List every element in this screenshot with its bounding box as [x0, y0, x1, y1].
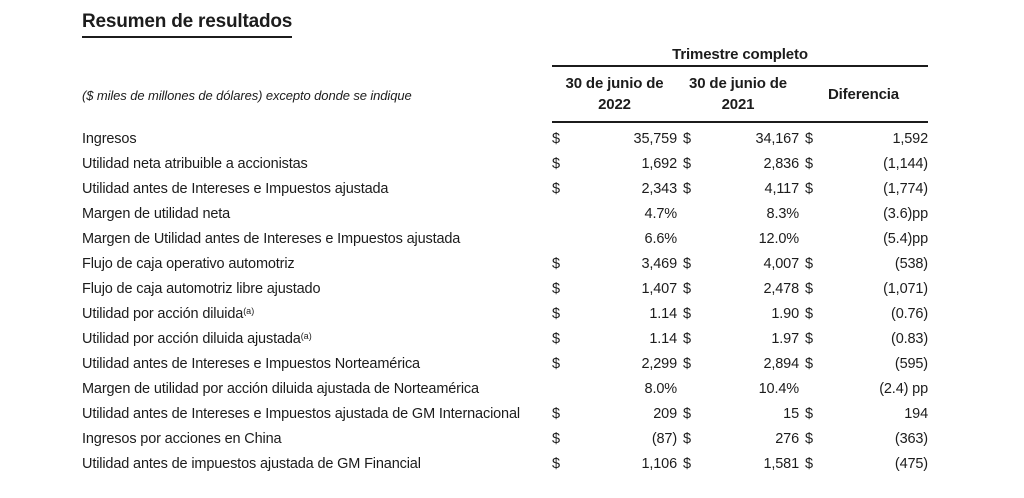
- value-2022: 6.6%: [644, 231, 677, 247]
- value-2022: 2,343: [641, 181, 677, 197]
- currency-symbol-2021: $: [683, 281, 691, 297]
- value-2022: 8.0%: [644, 381, 677, 397]
- currency-symbol-diferencia: $: [805, 181, 813, 197]
- value-diferencia: (3.6)pp: [883, 206, 928, 222]
- column-header-2021-line1: 30 de junio de: [689, 75, 787, 92]
- column-header-2022-line1: 30 de junio de: [565, 75, 664, 92]
- table-row: [82, 202, 928, 227]
- table-row: [82, 402, 928, 427]
- results-table: [82, 45, 928, 477]
- table-row: [82, 377, 928, 402]
- currency-symbol-2021: $: [683, 306, 691, 322]
- table-row: [82, 177, 928, 202]
- table-row: [82, 152, 928, 177]
- value-diferencia: (363): [894, 431, 928, 447]
- table-row: [82, 452, 928, 477]
- table-row: [82, 427, 928, 452]
- currency-symbol-2022: [552, 377, 566, 402]
- table-row: [82, 277, 928, 302]
- currency-symbol-diferencia: $: [805, 156, 813, 172]
- row-label: Ingresos por acciones en China: [82, 431, 282, 447]
- row-label: Margen de utilidad por acción diluida ajustada de Norteamérica: [82, 381, 479, 397]
- value-2022: 4.7%: [644, 206, 677, 222]
- value-2022: 1,407: [641, 281, 677, 297]
- value-2021: 34,167: [755, 131, 799, 147]
- currency-symbol-2021: $: [683, 256, 691, 272]
- currency-symbol-diferencia: $: [805, 331, 813, 347]
- value-2021: 1.90: [771, 306, 799, 322]
- currency-symbol-diferencia: [799, 227, 817, 252]
- currency-symbol-2021: $: [683, 456, 691, 472]
- table-row: [82, 127, 928, 152]
- currency-symbol-2022: $: [552, 456, 560, 472]
- currency-symbol-2021: $: [683, 431, 691, 447]
- value-2021: 1,581: [763, 456, 799, 472]
- value-2021: 276: [775, 431, 799, 447]
- currency-symbol-2022: $: [552, 356, 560, 372]
- column-header-diferencia: Diferencia: [799, 67, 928, 123]
- currency-symbol-diferencia: $: [805, 131, 813, 147]
- currency-symbol-2022: $: [552, 131, 560, 147]
- currency-symbol-2022: $: [552, 406, 560, 422]
- currency-symbol-2021: [677, 227, 695, 252]
- currency-symbol-2021: [677, 202, 695, 227]
- currency-symbol-2022: [552, 202, 566, 227]
- value-diferencia: (1,071): [883, 281, 928, 297]
- row-label: Utilidad neta atribuible a accionistas: [82, 156, 308, 172]
- value-2022: 2,299: [641, 356, 677, 372]
- currency-symbol-2021: [677, 377, 695, 402]
- currency-symbol-diferencia: $: [805, 456, 813, 472]
- value-diferencia: 194: [904, 406, 928, 422]
- value-2022: 1.14: [649, 331, 677, 347]
- value-2022: 1,692: [641, 156, 677, 172]
- table-body: [82, 123, 928, 477]
- value-diferencia: (5.4)pp: [883, 231, 928, 247]
- currency-symbol-diferencia: $: [805, 356, 813, 372]
- value-2021: 10.4%: [758, 381, 799, 397]
- value-2022: 209: [653, 406, 677, 422]
- value-diferencia: (1,774): [883, 181, 928, 197]
- column-header-2022: [552, 67, 677, 123]
- value-2022: (87): [651, 431, 677, 447]
- value-2022: 3,469: [641, 256, 677, 272]
- currency-symbol-2022: $: [552, 331, 560, 347]
- value-2022: 1,106: [641, 456, 677, 472]
- value-diferencia: (538): [894, 256, 928, 272]
- value-diferencia: 1,592: [892, 131, 928, 147]
- row-label: Margen de Utilidad antes de Intereses e Impuestos ajustada: [82, 231, 461, 247]
- value-2021: 15: [783, 406, 799, 422]
- currency-symbol-2021: $: [683, 131, 691, 147]
- column-header-2021: [677, 67, 799, 123]
- currency-symbol-diferencia: $: [805, 431, 813, 447]
- currency-symbol-2021: $: [683, 406, 691, 422]
- table-row: [82, 227, 928, 252]
- value-2021: 4,007: [763, 256, 799, 272]
- currency-symbol-diferencia: [799, 377, 817, 402]
- value-2021: 1.97: [771, 331, 799, 347]
- currency-symbol-diferencia: $: [805, 256, 813, 272]
- currency-symbol-2021: $: [683, 331, 691, 347]
- currency-symbol-2022: $: [552, 306, 560, 322]
- row-label: Utilidad antes de Intereses e Impuestos ajustada de GM Internacional: [82, 406, 520, 422]
- table-row: [82, 252, 928, 277]
- value-diferencia: (0.83): [891, 331, 928, 347]
- row-label: Utilidad antes de Intereses e Impuestos ajustada: [82, 181, 389, 197]
- value-2021: 2,836: [763, 156, 799, 172]
- value-2022: 35,759: [633, 131, 677, 147]
- page-title: [82, 11, 292, 38]
- column-group-header-trimestre-completo: Trimestre completo: [552, 45, 928, 67]
- row-label: Utilidad antes de Intereses e Impuestos Norteamérica: [82, 356, 420, 372]
- currency-symbol-diferencia: [799, 202, 817, 227]
- row-label: Utilidad por acción diluida ajustada$^{(a)}$: [82, 331, 312, 347]
- column-header-2021-line2: 2021: [721, 96, 755, 113]
- currency-symbol-diferencia: $: [805, 306, 813, 322]
- currency-symbol-2022: $: [552, 256, 560, 272]
- currency-symbol-diferencia: $: [805, 406, 813, 422]
- value-2021: 2,478: [763, 281, 799, 297]
- value-diferencia: (2.4) pp: [879, 381, 928, 397]
- currency-symbol-2021: $: [683, 156, 691, 172]
- column-header-2022-line2: 2022: [598, 96, 631, 113]
- value-diferencia: (475): [894, 456, 928, 472]
- table-row: [82, 302, 928, 327]
- table-row: [82, 327, 928, 352]
- units-note: ($ miles de millones de dólares) excepto donde se indique: [82, 87, 412, 103]
- value-2021: 4,117: [764, 181, 799, 197]
- currency-symbol-2022: $: [552, 156, 560, 172]
- table-row: [82, 352, 928, 377]
- value-diferencia: (1,144): [883, 156, 928, 172]
- currency-symbol-2022: [552, 227, 566, 252]
- value-diferencia: (595): [894, 356, 928, 372]
- currency-symbol-2022: $: [552, 181, 560, 197]
- currency-symbol-2021: $: [683, 181, 691, 197]
- row-label: Ingresos: [82, 131, 137, 147]
- value-2021: 2,894: [763, 356, 799, 372]
- currency-symbol-2022: $: [552, 431, 560, 447]
- table-header: [82, 45, 928, 123]
- page-title-text: Resumen de resultados: [82, 11, 292, 38]
- value-diferencia: (0.76): [891, 306, 928, 322]
- value-2021: 12.0%: [758, 231, 799, 247]
- row-label: Utilidad antes de impuestos ajustada de GM Financial: [82, 456, 421, 472]
- row-label: Flujo de caja operativo automotriz: [82, 256, 295, 272]
- currency-symbol-2021: $: [683, 356, 691, 372]
- value-2021: 8.3%: [766, 206, 799, 222]
- currency-symbol-2022: $: [552, 281, 560, 297]
- currency-symbol-diferencia: $: [805, 281, 813, 297]
- row-label: Flujo de caja automotriz libre ajustado: [82, 281, 321, 297]
- value-2022: 1.14: [649, 306, 677, 322]
- row-label: Utilidad por acción diluida$^{(a)}$: [82, 306, 255, 322]
- row-label: Margen de utilidad neta: [82, 206, 231, 222]
